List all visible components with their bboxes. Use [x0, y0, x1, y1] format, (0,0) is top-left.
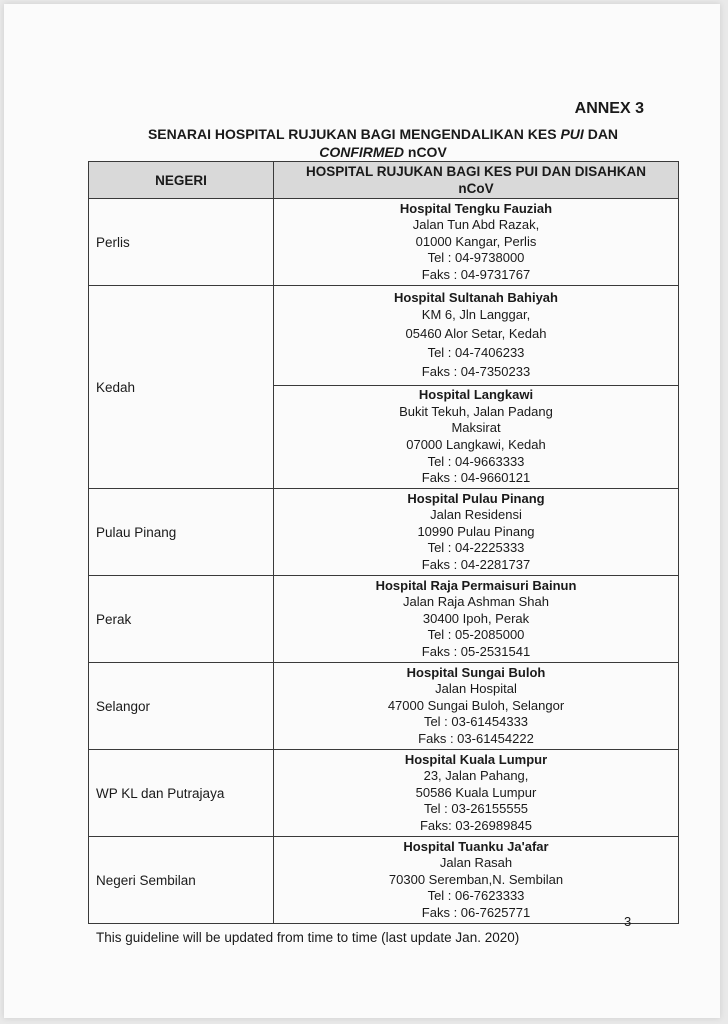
hospital-name: Hospital Tuanku Ja'afar: [403, 838, 549, 854]
header-hospital-line2: nCoV: [458, 181, 494, 196]
hospital-name: Hospital Langkawi: [418, 387, 534, 403]
document-title: [90, 125, 676, 161]
state-cell: WP KL dan Putrajaya: [89, 750, 274, 837]
hospital-name: Hospital Kuala Lumpur: [404, 751, 548, 767]
page-number: 3: [624, 914, 632, 929]
hospital-detail-line: Faks : 06-7625771: [421, 904, 531, 920]
hospital-detail-line: Tel : 03-61454333: [423, 714, 529, 730]
header-negeri: NEGERI: [89, 162, 274, 199]
footer-note: This guideline will be updated from time to time (last update Jan. 2020): [96, 930, 520, 945]
hospital-detail-line: Faks : 04-2281737: [421, 556, 531, 572]
table-row: [89, 576, 679, 663]
hospital-detail-line: Faks : 04-7350233: [421, 363, 531, 379]
state-cell: Kedah: [89, 286, 274, 489]
hospital-detail-line: Jalan Hospital: [435, 681, 517, 697]
hospital-detail-line: 05460 Alor Setar, Kedah: [405, 326, 547, 341]
hospital-name: Hospital Tengku Fauziah: [399, 200, 553, 216]
state-cell: Perak: [89, 576, 274, 663]
state-cell: Pulau Pinang: [89, 489, 274, 576]
hospital-detail-line: Tel : 04-9663333: [427, 453, 525, 469]
title-pui: PUI: [560, 126, 584, 142]
hospital-detail-line: Jalan Tun Abd Razak,: [412, 217, 540, 233]
hospital-detail-line: 30400 Ipoh, Perak: [422, 610, 530, 626]
title-ncov: nCOV: [404, 144, 447, 160]
table-row: [89, 286, 679, 386]
hospital-detail-line: 01000 Kangar, Perlis: [415, 233, 537, 249]
hospital-name: Hospital Raja Permaisuri Bainun: [375, 577, 577, 593]
state-cell: Perlis: [89, 199, 274, 286]
title-confirmed: CONFIRMED: [319, 144, 404, 160]
document-page: [4, 4, 720, 1018]
hospital-cell: [274, 576, 679, 663]
table-body: [89, 199, 679, 924]
header-hospital-line1: HOSPITAL RUJUKAN BAGI KES PUI DAN DISAHKAN: [305, 164, 647, 179]
hospital-cell: [274, 837, 679, 924]
hospital-cell: [274, 199, 679, 286]
hospital-detail-line: Faks : 05-2531541: [421, 643, 531, 659]
hospital-cell: [274, 750, 679, 837]
hospital-detail-line: KM 6, Jln Langgar,: [421, 307, 531, 323]
table-row: [89, 489, 679, 576]
table-row: [89, 199, 679, 286]
state-cell: Negeri Sembilan: [89, 837, 274, 924]
hospital-detail-line: 47000 Sungai Buloh, Selangor: [387, 697, 565, 713]
hospital-detail-line: Faks : 04-9660121: [421, 470, 531, 486]
hospital-detail-line: 23, Jalan Pahang,: [423, 768, 529, 784]
hospital-detail-line: Faks : 03-61454222: [418, 730, 534, 746]
hospital-detail-line: Tel : 04-2225333: [427, 540, 525, 556]
hospital-detail-line: 50586 Kuala Lumpur: [415, 784, 537, 800]
hospital-detail-line: Tel : 04-7406233: [427, 344, 525, 360]
hospital-detail-line: Bukit Tekuh, Jalan Padang: [399, 403, 553, 419]
hospital-detail-line: 70300 Seremban,N. Sembilan: [388, 871, 564, 887]
hospital-cell: [274, 489, 679, 576]
hospital-detail-line: Tel : 05-2085000: [427, 627, 525, 643]
table-header-row: [89, 162, 679, 199]
hospital-detail-line: Tel : 04-9738000: [427, 250, 525, 266]
hospital-detail-line: Faks: 03-26989845: [419, 817, 533, 833]
annex-label: ANNEX 3: [574, 100, 644, 117]
hospital-name: Hospital Sultanah Bahiyah: [394, 289, 558, 305]
hospital-detail-line: Maksirat: [451, 420, 501, 436]
hospital-detail-line: 07000 Langkawi, Kedah: [406, 437, 546, 452]
hospital-detail-line: 10990 Pulau Pinang: [417, 523, 535, 539]
hospital-cell: [274, 663, 679, 750]
hospital-cell: [274, 386, 679, 489]
hospital-detail-line: Tel : 06-7623333: [427, 888, 525, 904]
state-cell: Selangor: [89, 663, 274, 750]
title-dan: DAN: [583, 126, 619, 142]
hospital-detail-line: Faks : 04-9731767: [421, 266, 531, 282]
hospital-detail-line: Jalan Rasah: [439, 855, 513, 871]
hospital-cell: [274, 286, 679, 386]
hospital-detail-line: Tel : 03-26155555: [423, 801, 529, 817]
table-row: [89, 837, 679, 924]
hospital-name: Hospital Sungai Buloh: [406, 664, 546, 680]
hospital-detail-line: Jalan Residensi: [430, 507, 522, 523]
hospital-name: Hospital Pulau Pinang: [407, 490, 545, 506]
table-row: [89, 663, 679, 750]
hospital-table: [88, 161, 679, 924]
header-hospital: [274, 162, 679, 199]
table-row: [89, 750, 679, 837]
hospital-detail-line: Jalan Raja Ashman Shah: [403, 594, 549, 610]
title-text: SENARAI HOSPITAL RUJUKAN BAGI MENGENDALIKAN KES: [147, 126, 561, 142]
